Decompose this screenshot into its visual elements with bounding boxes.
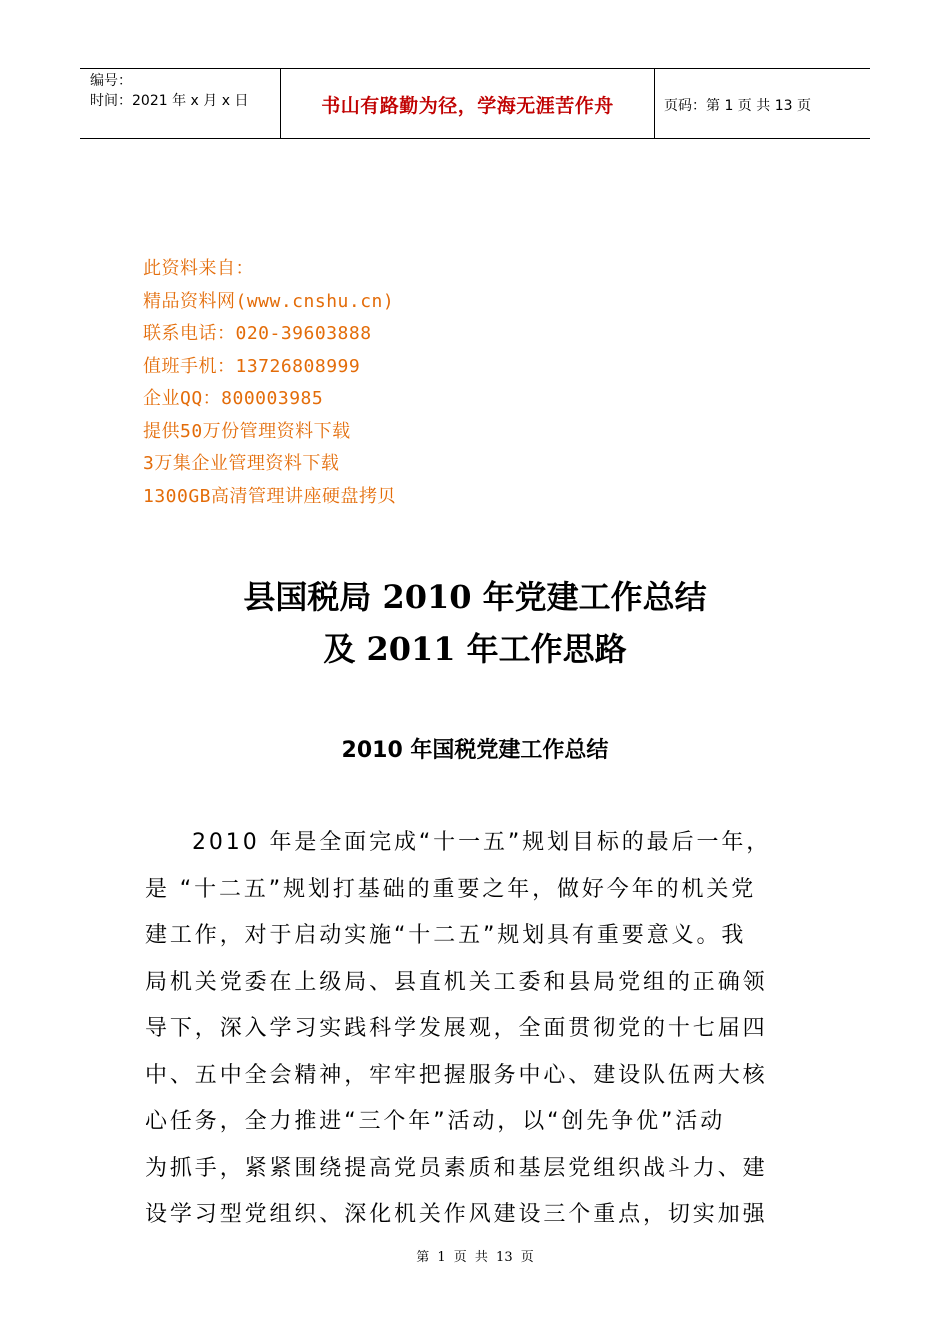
source-line: 此资料来自： xyxy=(143,258,254,279)
page-footer: 第 1 页 共 13 页 xyxy=(416,1250,534,1265)
header-motto-cell xyxy=(280,69,655,138)
section-title: 2010 年国税党建工作总结 xyxy=(341,738,609,763)
source-line: 1300GB高清管理讲座硬盘拷贝 xyxy=(143,485,397,507)
paragraph-line: 2010 年是全面完成“十一五”规划目标的最后一年， xyxy=(192,830,772,855)
document-header xyxy=(80,68,870,139)
page-info: 页码：第 1 页 共 13 页 xyxy=(664,98,811,114)
header-page-cell xyxy=(654,69,870,138)
paragraph-line: 导下，深入学习实践科学发展观，全面贯彻党的十七届四 xyxy=(145,1016,768,1041)
motto: 书山有路勤为径，学海无涯苦作舟 xyxy=(321,95,614,117)
paragraph-line: 建工作，对于启动实施“十二五”规划具有重要意义。我 xyxy=(145,923,747,948)
source-line: 联系电话：020-39603888 xyxy=(143,323,372,344)
source-line: 值班手机：13726808999 xyxy=(143,355,361,377)
time-label: 时间：2021 年 x 月 x 日 xyxy=(90,93,249,109)
source-line: 精品资料网(www.cnshu.cn) xyxy=(143,290,395,312)
number-label: 编号： xyxy=(90,73,132,89)
paragraph-line: 是 “十二五”规划打基础的重要之年，做好今年的机关党 xyxy=(145,876,757,902)
paragraph-line: 中、五中全会精神，牢牢把握服务中心、建设队伍两大核 xyxy=(145,1062,768,1088)
body-text xyxy=(145,820,810,1239)
source-line: 企业QQ：800003985 xyxy=(143,388,324,409)
source-line: 3万集企业管理资料下载 xyxy=(143,453,340,474)
source-line: 提供50万份管理资料下载 xyxy=(143,420,351,442)
header-meta-cell xyxy=(80,69,280,138)
document-title-line-1: 县国税局 2010 年党建工作总结 xyxy=(243,578,707,616)
paragraph-line: 心任务，全力推进“三个年”活动，以“创先争优”活动 xyxy=(145,1109,726,1134)
paragraph-line: 为抓手，紧紧围绕提高党员素质和基层党组织战斗力、建 xyxy=(145,1155,768,1181)
source-info-block xyxy=(143,253,396,513)
paragraph-line: 局机关党委在上级局、县直机关工委和县局党组的正确领 xyxy=(145,969,768,995)
paragraph-line: 设学习型党组织、深化机关作风建设三个重点，切实加强 xyxy=(145,1202,768,1227)
document-title-line-2: 及 2011 年工作思路 xyxy=(323,630,627,668)
